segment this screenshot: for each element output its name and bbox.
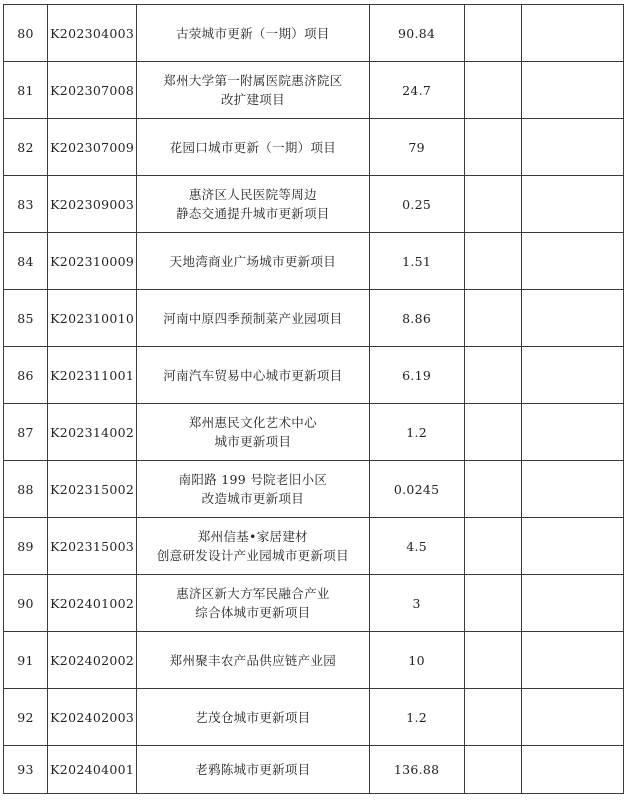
- project-name-cell: [137, 5, 369, 62]
- row-number-cell: 82: [4, 119, 48, 176]
- empty-cell: [521, 233, 623, 290]
- investment-value-cell: 0.25: [369, 176, 464, 233]
- project-name-line: 老鸦陈城市更新项目: [195, 762, 311, 777]
- investment-value-cell: 24.7: [369, 62, 464, 119]
- project-name-line: 城市更新项目: [214, 434, 292, 449]
- project-table: [3, 4, 624, 794]
- project-code-cell: K202311001: [48, 347, 137, 404]
- empty-cell: [521, 518, 623, 575]
- project-name-cell: [137, 575, 369, 632]
- project-name-line: 河南中原四季预制菜产业园项目: [163, 310, 343, 326]
- project-code-cell: K202402003: [48, 689, 137, 746]
- project-name-line: 创意研发设计产业园城市更新项目: [156, 548, 349, 563]
- project-name-cell: [137, 404, 369, 461]
- row-number-cell: 83: [4, 176, 48, 233]
- investment-value-cell: 4.5: [369, 518, 464, 575]
- empty-cell: [521, 461, 623, 518]
- project-code-cell: K202310010: [48, 290, 137, 347]
- table-row: [4, 461, 624, 518]
- empty-cell: [464, 689, 521, 746]
- project-name-cell: [137, 62, 369, 119]
- table-row: [4, 290, 624, 347]
- project-name-line: 郑州信基•家居建材: [197, 529, 308, 544]
- investment-value-cell: 1.51: [369, 233, 464, 290]
- investment-value-cell: 6.19: [369, 347, 464, 404]
- empty-cell: [464, 575, 521, 632]
- table-row: [4, 689, 624, 746]
- table-row: [4, 575, 624, 632]
- row-number-cell: 90: [4, 575, 48, 632]
- project-code-cell: K202307009: [48, 119, 137, 176]
- project-code-cell: K202304003: [48, 5, 137, 62]
- project-name-line: 南阳路 199 号院老旧小区: [178, 472, 328, 487]
- project-name-line: 惠济区人民医院等周边: [188, 187, 317, 202]
- empty-cell: [521, 689, 623, 746]
- project-name-line: 静态交通提升城市更新项目: [176, 206, 330, 221]
- row-number-cell: 80: [4, 5, 48, 62]
- empty-cell: [521, 62, 623, 119]
- project-name-line: 天地湾商业广场城市更新项目: [169, 253, 337, 269]
- table-row: [4, 62, 624, 119]
- table-row: [4, 632, 624, 689]
- investment-value-cell: 10: [369, 632, 464, 689]
- empty-cell: [464, 233, 521, 290]
- empty-cell: [521, 575, 623, 632]
- table-row: [4, 347, 624, 404]
- row-number-cell: 84: [4, 233, 48, 290]
- project-name-line: 古荥城市更新（一期）项目: [176, 25, 330, 41]
- project-code-cell: K202314002: [48, 404, 137, 461]
- project-code-cell: K202401002: [48, 575, 137, 632]
- investment-value-cell: 136.88: [369, 746, 464, 794]
- project-code-cell: K202310009: [48, 233, 137, 290]
- project-name-line: 花园口城市更新（一期）项目: [169, 139, 337, 155]
- empty-cell: [521, 5, 623, 62]
- empty-cell: [521, 404, 623, 461]
- row-number-cell: 88: [4, 461, 48, 518]
- project-name-line: 综合体城市更新项目: [195, 605, 311, 620]
- project-name-line: 郑州聚丰农产品供应链产业园: [169, 652, 337, 668]
- empty-cell: [521, 746, 623, 794]
- row-number-cell: 89: [4, 518, 48, 575]
- empty-cell: [464, 632, 521, 689]
- empty-cell: [464, 518, 521, 575]
- project-name-cell: [137, 347, 369, 404]
- empty-cell: [464, 62, 521, 119]
- table-row: [4, 176, 624, 233]
- investment-value-cell: 3: [369, 575, 464, 632]
- project-name-cell: [137, 746, 369, 794]
- project-code-cell: K202402002: [48, 632, 137, 689]
- project-name-cell: [137, 689, 369, 746]
- investment-value-cell: 90.84: [369, 5, 464, 62]
- investment-value-cell: 1.2: [369, 689, 464, 746]
- project-name-line: 郑州惠民文化艺术中心: [188, 415, 317, 430]
- empty-cell: [464, 404, 521, 461]
- row-number-cell: 91: [4, 632, 48, 689]
- investment-value-cell: 8.86: [369, 290, 464, 347]
- table-row: [4, 233, 624, 290]
- project-name-cell: [137, 461, 369, 518]
- project-name-cell: [137, 632, 369, 689]
- table-row: [4, 119, 624, 176]
- empty-cell: [464, 5, 521, 62]
- project-name-cell: [137, 518, 369, 575]
- empty-cell: [464, 290, 521, 347]
- project-name-line: 艺茂仓城市更新项目: [195, 709, 311, 725]
- row-number-cell: 85: [4, 290, 48, 347]
- project-name-line: 郑州大学第一附属医院惠济院区: [163, 73, 343, 88]
- project-code-cell: K202315003: [48, 518, 137, 575]
- project-name-line: 河南汽车贸易中心城市更新项目: [163, 367, 343, 383]
- empty-cell: [464, 176, 521, 233]
- project-name-line: 惠济区新大方军民融合产业: [176, 586, 330, 601]
- empty-cell: [521, 176, 623, 233]
- project-code-cell: K202404001: [48, 746, 137, 794]
- row-number-cell: 87: [4, 404, 48, 461]
- empty-cell: [464, 461, 521, 518]
- empty-cell: [521, 290, 623, 347]
- investment-value-cell: 79: [369, 119, 464, 176]
- project-code-cell: K202307008: [48, 62, 137, 119]
- empty-cell: [464, 347, 521, 404]
- investment-value-cell: 1.2: [369, 404, 464, 461]
- row-number-cell: 93: [4, 746, 48, 794]
- table-row: [4, 518, 624, 575]
- empty-cell: [521, 632, 623, 689]
- project-name-cell: [137, 290, 369, 347]
- project-name-cell: [137, 233, 369, 290]
- empty-cell: [464, 746, 521, 794]
- project-name-cell: [137, 176, 369, 233]
- empty-cell: [464, 119, 521, 176]
- investment-value-cell: 0.0245: [369, 461, 464, 518]
- row-number-cell: 86: [4, 347, 48, 404]
- row-number-cell: 81: [4, 62, 48, 119]
- table-row: [4, 404, 624, 461]
- row-number-cell: 92: [4, 689, 48, 746]
- table-row: [4, 746, 624, 794]
- project-code-cell: K202315002: [48, 461, 137, 518]
- project-code-cell: K202309003: [48, 176, 137, 233]
- project-name-line: 改扩建项目: [220, 92, 285, 107]
- table-row: [4, 5, 624, 62]
- project-name-line: 改造城市更新项目: [201, 491, 305, 506]
- empty-cell: [521, 119, 623, 176]
- project-name-cell: [137, 119, 369, 176]
- empty-cell: [521, 347, 623, 404]
- project-table-body: [4, 5, 624, 794]
